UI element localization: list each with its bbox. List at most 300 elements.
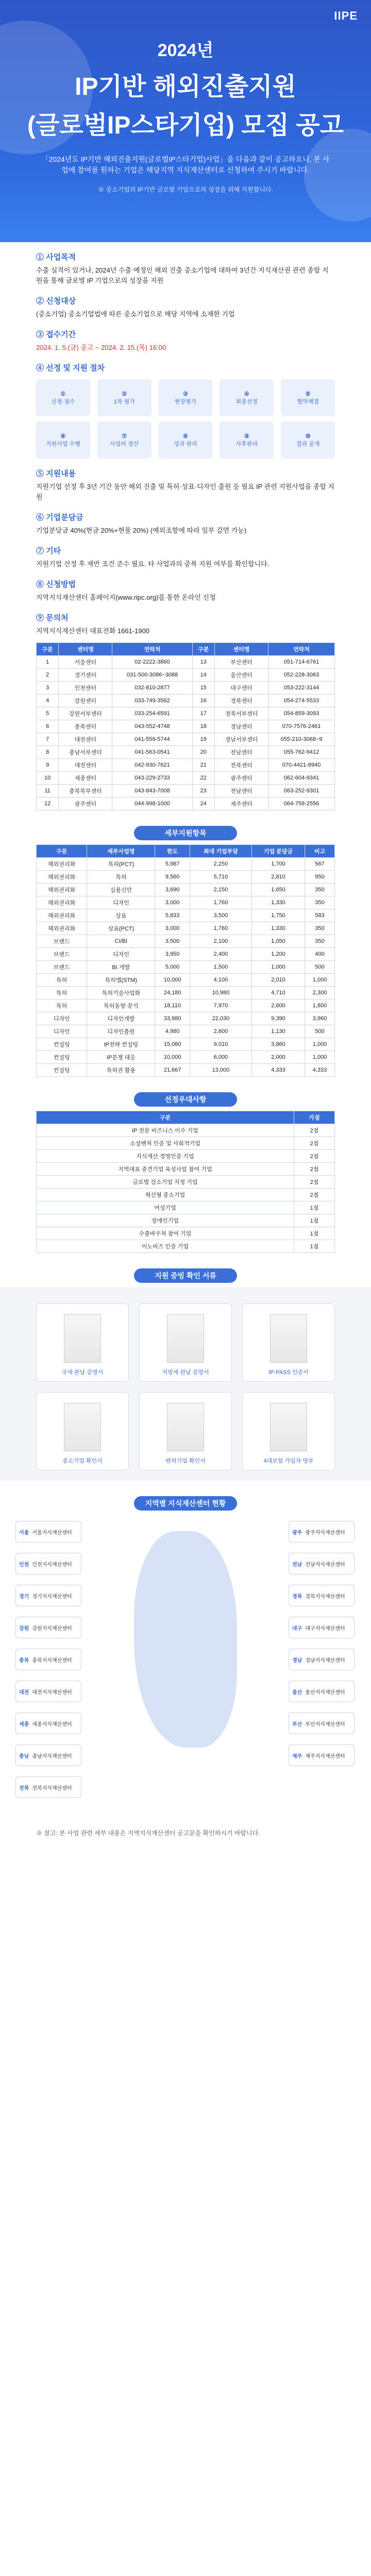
support-table bbox=[36, 844, 335, 1077]
table-cell: BI 개발 bbox=[87, 961, 155, 974]
section-title: ⑧ 신청방법 bbox=[36, 580, 76, 589]
table-cell: 소셜벤처 인증 및 사회적기업 bbox=[37, 1137, 294, 1150]
table-cell: 031-500-3086~3088 bbox=[112, 669, 192, 682]
table-cell: 33,980 bbox=[155, 1012, 190, 1025]
table-cell: 13,000 bbox=[190, 1064, 251, 1077]
table-cell: 4 bbox=[37, 694, 59, 707]
table-cell: 2점 bbox=[294, 1150, 334, 1163]
table-row bbox=[37, 1025, 335, 1038]
document-icon bbox=[64, 1403, 101, 1451]
fee-table-wrap bbox=[0, 1111, 371, 1253]
region-map bbox=[0, 1516, 371, 1825]
table-cell: 2,250 bbox=[190, 858, 251, 871]
region-desc: 충북지식재산센터 bbox=[32, 1657, 72, 1664]
table-cell: 브랜드 bbox=[37, 961, 87, 974]
table-cell: 043-552-4748 bbox=[112, 720, 192, 733]
table-cell: 1,750 bbox=[251, 909, 305, 922]
section-text: 지원기업 선정 후 제반 조건 준수 필요. 타 사업과의 중복 지원 여부를 확인합니다. bbox=[36, 560, 269, 568]
table-cell: 15 bbox=[192, 682, 214, 694]
table-cell: 12 bbox=[37, 798, 59, 810]
table-row bbox=[37, 707, 335, 720]
region-card bbox=[15, 1744, 81, 1766]
table-cell: 053-222-3144 bbox=[268, 682, 335, 694]
table-row bbox=[37, 772, 335, 785]
table-cell: 2,100 bbox=[190, 935, 251, 948]
brand-logo: IIPE bbox=[334, 9, 358, 22]
table-cell: 22 bbox=[192, 772, 214, 785]
docs-grid bbox=[36, 1303, 335, 1470]
table-row bbox=[37, 733, 335, 746]
table-cell: 인천센터 bbox=[59, 682, 112, 694]
document-icon bbox=[64, 1314, 101, 1363]
table-cell: 특허동향·분석 bbox=[87, 999, 155, 1012]
region-name: 대구 bbox=[292, 1625, 302, 1632]
table-cell: 1,000 bbox=[305, 1051, 335, 1064]
table-row bbox=[37, 1137, 335, 1150]
table-cell: 1점 bbox=[294, 1201, 334, 1214]
table-row bbox=[37, 858, 335, 871]
section-title: ③ 접수기간 bbox=[36, 330, 76, 339]
table-row bbox=[37, 1051, 335, 1064]
table-cell: 광주센터 bbox=[214, 772, 268, 785]
table-cell: 4,100 bbox=[190, 974, 251, 987]
process-step: ⑧ 성과 관리 bbox=[159, 421, 213, 459]
table-cell: 브랜드 bbox=[37, 935, 87, 948]
table-cell: 15,080 bbox=[155, 1038, 190, 1051]
table-cell: 044-998-1000 bbox=[112, 798, 192, 810]
table-cell: 해외권리화 bbox=[37, 858, 87, 871]
table-cell: 22,030 bbox=[190, 1012, 251, 1025]
table-cell: 서울센터 bbox=[59, 656, 112, 669]
table-cell: 1,000 bbox=[305, 1038, 335, 1051]
table-cell: 2점 bbox=[294, 1163, 334, 1176]
table-cell: 5 bbox=[37, 707, 59, 720]
document-icon bbox=[167, 1403, 204, 1451]
docs-section-title: 지원 증빙 확인 서류 bbox=[134, 1268, 237, 1283]
table-cell: 17 bbox=[192, 707, 214, 720]
table-cell: 디자인 bbox=[37, 1025, 87, 1038]
section-cost bbox=[0, 502, 371, 536]
region-card bbox=[289, 1617, 355, 1638]
process-step: ④ 최종선정 bbox=[220, 379, 274, 416]
hero-intro: 「2024년도 IP기반 해외진출지원(글로벌IP스타기업)사업」을 다음과 같이 공고하오니, 본 사업에 참여를 원하는 기업은 해당지역 지식재산센터로 신청하여 주시기 바랍니다. bbox=[41, 155, 330, 174]
table-cell: 글로벌 강소기업 지정 기업 bbox=[37, 1176, 294, 1189]
table-cell: 02-2222-3860 bbox=[112, 656, 192, 669]
doc-label: 벤처기업 확인서 bbox=[165, 1458, 206, 1464]
table-cell: 21,667 bbox=[155, 1064, 190, 1077]
table-cell: 5,833 bbox=[155, 909, 190, 922]
table-cell: IP 전문 비즈니스 이수 기업 bbox=[37, 1124, 294, 1137]
section-text: 지역지식재산센터 대표전화 1661-1900 bbox=[36, 627, 150, 635]
table-row bbox=[37, 669, 335, 682]
table-cell: 3,960 bbox=[305, 1012, 335, 1025]
region-name: 충남 bbox=[19, 1753, 29, 1759]
table-cell: 디자인 bbox=[87, 948, 155, 961]
table-cell: 광주센터 bbox=[59, 798, 112, 810]
table-cell: 1,200 bbox=[251, 948, 305, 961]
region-name: 경북 bbox=[292, 1594, 302, 1600]
table-cell: 500 bbox=[305, 961, 335, 974]
table-cell: 전남센터 bbox=[214, 785, 268, 798]
section-title: ⑦ 기타 bbox=[36, 547, 61, 555]
table-cell: 500 bbox=[305, 1025, 335, 1038]
table-cell: 7 bbox=[37, 733, 59, 746]
region-name: 세종 bbox=[19, 1721, 29, 1727]
table-cell: 070-7576-2461 bbox=[268, 720, 335, 733]
table-cell: 3,690 bbox=[155, 884, 190, 896]
table-cell: 10,000 bbox=[155, 974, 190, 987]
table-cell: 2,810 bbox=[251, 871, 305, 884]
table-row bbox=[37, 1012, 335, 1025]
hero-title-line1: IP기반 해외진출지원 bbox=[75, 73, 296, 100]
table-cell: 2,600 bbox=[190, 1025, 251, 1038]
table-cell: 2,150 bbox=[190, 884, 251, 896]
table-cell: 10,980 bbox=[190, 987, 251, 999]
table-cell: 디자인출원 bbox=[87, 1025, 155, 1038]
region-desc: 강원지식재산센터 bbox=[32, 1625, 72, 1632]
table-cell: 1 bbox=[37, 656, 59, 669]
region-desc: 경북지식재산센터 bbox=[305, 1594, 345, 1600]
table-row bbox=[37, 909, 335, 922]
table-row bbox=[37, 1227, 335, 1240]
section-title: ① 사업목적 bbox=[36, 253, 76, 262]
region-card bbox=[289, 1521, 355, 1543]
table-cell: 여성기업 bbox=[37, 1201, 294, 1214]
table-cell: 컨설팅 bbox=[37, 1064, 87, 1077]
table-cell: 대구센터 bbox=[214, 682, 268, 694]
region-name: 대전 bbox=[19, 1689, 29, 1696]
table-cell: 18 bbox=[192, 720, 214, 733]
table-cell: 1,760 bbox=[190, 922, 251, 935]
table-cell: 제주센터 bbox=[214, 798, 268, 810]
table-cell: 경남센터 bbox=[214, 720, 268, 733]
table-cell: 1,650 bbox=[251, 884, 305, 896]
table-cell: 3,000 bbox=[155, 896, 190, 909]
table-cell: 부산센터 bbox=[214, 656, 268, 669]
table-cell: 583 bbox=[305, 909, 335, 922]
region-name: 울산 bbox=[292, 1689, 302, 1696]
process-step: ① 신청·접수 bbox=[36, 379, 90, 416]
table-cell: 2,010 bbox=[251, 974, 305, 987]
table-row bbox=[37, 896, 335, 909]
table-cell: 6 bbox=[37, 720, 59, 733]
doc-label: IP-PASS 인증서 bbox=[268, 1369, 309, 1376]
table-cell: 특허기술사업화 bbox=[87, 987, 155, 999]
table-cell: 컨설팅 bbox=[37, 1051, 87, 1064]
korea-map-shape bbox=[134, 1531, 237, 1748]
table-cell: 특허 bbox=[87, 871, 155, 884]
region-card bbox=[15, 1713, 81, 1734]
region-name: 경남 bbox=[292, 1657, 302, 1664]
table-cell: 21 bbox=[192, 759, 214, 772]
table-cell: 전북센터 bbox=[214, 759, 268, 772]
doc-card bbox=[139, 1392, 232, 1470]
region-desc: 대전지식재산센터 bbox=[32, 1689, 72, 1696]
table-cell: 1,130 bbox=[251, 1025, 305, 1038]
region-card bbox=[289, 1744, 355, 1766]
contacts-table-wrap bbox=[0, 642, 371, 810]
process-step: ⑨ 사후관리 bbox=[220, 421, 274, 459]
table-cell: 장애인기업 bbox=[37, 1214, 294, 1227]
region-card bbox=[15, 1681, 81, 1702]
table-cell: 350 bbox=[305, 935, 335, 948]
table-cell: 경북센터 bbox=[214, 694, 268, 707]
region-desc: 경남지식재산센터 bbox=[305, 1657, 345, 1664]
region-desc: 부산지식재산센터 bbox=[305, 1721, 345, 1727]
table-cell: 2,400 bbox=[190, 948, 251, 961]
region-card bbox=[289, 1713, 355, 1734]
table-cell: 디자인개발 bbox=[87, 1012, 155, 1025]
section-period bbox=[0, 319, 371, 353]
table-cell: 경남서부센터 bbox=[214, 733, 268, 746]
region-name: 부산 bbox=[292, 1721, 302, 1727]
table-header: 센터명 bbox=[59, 643, 112, 656]
region-desc: 인천지식재산센터 bbox=[32, 1562, 72, 1568]
section-text: 2024. 1. 5.(금) 중고 ~ 2024. 2. 15.(목) 16:00 bbox=[36, 344, 166, 351]
table-cell: 19 bbox=[192, 733, 214, 746]
table-cell: 2점 bbox=[294, 1189, 334, 1201]
region-desc: 제주지식재산센터 bbox=[305, 1753, 345, 1759]
table-cell: 상표 bbox=[87, 909, 155, 922]
region-desc: 울산지식재산센터 bbox=[305, 1689, 345, 1696]
table-row bbox=[37, 1189, 335, 1201]
table-cell: 특허 bbox=[37, 974, 87, 987]
table-cell: 1점 bbox=[294, 1240, 334, 1253]
table-cell: 충남서부센터 bbox=[59, 746, 112, 759]
region-name: 제주 bbox=[292, 1753, 302, 1759]
region-card bbox=[15, 1553, 81, 1574]
region-name: 경기 bbox=[19, 1594, 29, 1600]
table-cell: 062-604-9341 bbox=[268, 772, 335, 785]
section-text: (중소기업) 중소기업법에 따른 중소기업으로 해당 지역에 소재한 기업 bbox=[36, 310, 235, 318]
section-process bbox=[0, 353, 371, 459]
table-cell: 대전센터 bbox=[59, 759, 112, 772]
table-header: 가점 bbox=[294, 1111, 334, 1124]
table-cell: 033-749-3562 bbox=[112, 694, 192, 707]
table-cell: 5,987 bbox=[155, 858, 190, 871]
table-cell: 23 bbox=[192, 785, 214, 798]
table-cell: 지식재산 경영인증 기업 bbox=[37, 1150, 294, 1163]
region-card bbox=[289, 1585, 355, 1606]
table-cell: 수출바우처 참여 기업 bbox=[37, 1227, 294, 1240]
table-cell: 1,800 bbox=[305, 999, 335, 1012]
region-card bbox=[289, 1681, 355, 1702]
table-cell: 032-810-2877 bbox=[112, 682, 192, 694]
table-cell: 10 bbox=[37, 772, 59, 785]
table-cell: 특허맵(STM) bbox=[87, 974, 155, 987]
table-cell: IP전략 컨설팅 bbox=[87, 1038, 155, 1051]
table-cell: 16 bbox=[192, 694, 214, 707]
table-cell: 3,950 bbox=[155, 948, 190, 961]
table-row bbox=[37, 1214, 335, 1227]
table-row bbox=[37, 1240, 335, 1253]
table-header: 구분 bbox=[37, 845, 87, 858]
section-title: ⑨ 문의처 bbox=[36, 614, 69, 622]
table-row bbox=[37, 746, 335, 759]
table-cell: 특허 bbox=[37, 987, 87, 999]
table-cell: 경북서부센터 bbox=[214, 707, 268, 720]
table-cell: 이노비즈 인증 기업 bbox=[37, 1240, 294, 1253]
table-cell: 1,000 bbox=[305, 974, 335, 987]
table-row bbox=[37, 720, 335, 733]
doc-card bbox=[36, 1303, 129, 1382]
table-row bbox=[37, 1150, 335, 1163]
hero-banner bbox=[0, 0, 371, 242]
region-card bbox=[15, 1585, 81, 1606]
section-support bbox=[0, 459, 371, 502]
table-cell: 3,860 bbox=[251, 1038, 305, 1051]
table-row bbox=[37, 871, 335, 884]
region-name: 광주 bbox=[292, 1530, 302, 1536]
region-card bbox=[289, 1649, 355, 1670]
region-card bbox=[15, 1521, 81, 1543]
table-cell: 4,710 bbox=[251, 987, 305, 999]
table-cell: 9,010 bbox=[190, 1038, 251, 1051]
table-cell: 강원서부센터 bbox=[59, 707, 112, 720]
table-cell: 070-4421-8940 bbox=[268, 759, 335, 772]
table-cell: 1,330 bbox=[251, 922, 305, 935]
table-cell: 컨설팅 bbox=[37, 1038, 87, 1051]
table-cell: 2,000 bbox=[251, 1051, 305, 1064]
table-cell: 경기센터 bbox=[59, 669, 112, 682]
support-table-wrap bbox=[0, 844, 371, 1077]
table-cell: 7,970 bbox=[190, 999, 251, 1012]
section-purpose bbox=[0, 242, 371, 286]
section-text: 기업분담금 40%(현금 20%+현물 20%) (예외조항에 따라 일부 감면 가능) bbox=[36, 527, 247, 534]
table-cell: 033-254-6591 bbox=[112, 707, 192, 720]
table-cell: 567 bbox=[305, 858, 335, 871]
table-cell: 강원센터 bbox=[59, 694, 112, 707]
region-desc: 서울지식재산센터 bbox=[32, 1530, 72, 1536]
table-cell: 063-252-9301 bbox=[268, 785, 335, 798]
document-icon bbox=[270, 1403, 307, 1451]
table-row bbox=[37, 1176, 335, 1189]
table-cell: 9,390 bbox=[251, 1012, 305, 1025]
process-step: ③ 현장평가 bbox=[159, 379, 213, 416]
table-cell: 11 bbox=[37, 785, 59, 798]
table-header: 구분 bbox=[192, 643, 214, 656]
process-step: ⑤ 협약체결 bbox=[281, 379, 335, 416]
process-steps bbox=[36, 379, 335, 459]
table-header: 기업 분담금 bbox=[251, 845, 305, 858]
section-text: 지원기업 선정 후 3년 기간 동안 해외 진출 및 특허·상표·디자인 출원 등 필요 IP 관련 지원사업을 종합 지원 bbox=[36, 483, 335, 501]
table-cell: 2,600 bbox=[251, 999, 305, 1012]
region-name: 인천 bbox=[19, 1562, 29, 1568]
fee-section-title: 선정우대사항 bbox=[134, 1092, 237, 1107]
process-step: ⑦ 사업비 정산 bbox=[97, 421, 151, 459]
table-cell: 특허(PCT) bbox=[87, 858, 155, 871]
region-desc: 경기지식재산센터 bbox=[32, 1594, 72, 1600]
table-cell: 054-274-5533 bbox=[268, 694, 335, 707]
region-name: 강원 bbox=[19, 1625, 29, 1632]
table-cell: 실용신안 bbox=[87, 884, 155, 896]
doc-card bbox=[242, 1392, 335, 1470]
doc-card bbox=[242, 1303, 335, 1382]
process-step: ⑩ 결과 공개 bbox=[281, 421, 335, 459]
doc-label: 국세 완납 증명서 bbox=[61, 1369, 104, 1376]
region-desc: 전남지식재산센터 bbox=[305, 1562, 345, 1568]
table-cell: 051-714-6761 bbox=[268, 656, 335, 669]
table-cell: 9,560 bbox=[155, 871, 190, 884]
table-cell: 5,710 bbox=[190, 871, 251, 884]
process-step: ⑥ 지원사업 수행 bbox=[36, 421, 90, 459]
table-cell: 8 bbox=[37, 746, 59, 759]
table-cell: 350 bbox=[305, 896, 335, 909]
region-desc: 광주지식재산센터 bbox=[305, 1530, 345, 1536]
table-header: 구분 bbox=[37, 643, 59, 656]
region-card bbox=[15, 1649, 81, 1670]
table-cell: 1,330 bbox=[251, 896, 305, 909]
table-cell: 20 bbox=[192, 746, 214, 759]
table-row bbox=[37, 694, 335, 707]
table-cell: 400 bbox=[305, 948, 335, 961]
table-cell: 043-229-2733 bbox=[112, 772, 192, 785]
table-cell: 950 bbox=[305, 871, 335, 884]
table-row bbox=[37, 785, 335, 798]
region-desc: 전북지식재산센터 bbox=[32, 1785, 72, 1791]
map-section-title: 지역별 지식재산센터 현황 bbox=[134, 1496, 237, 1511]
table-cell: 해외권리화 bbox=[37, 896, 87, 909]
region-desc: 대구지식재산센터 bbox=[305, 1625, 345, 1632]
region-card bbox=[15, 1617, 81, 1638]
table-cell: 9 bbox=[37, 759, 59, 772]
table-cell: 브랜드 bbox=[37, 948, 87, 961]
table-row bbox=[37, 961, 335, 974]
table-row bbox=[37, 922, 335, 935]
region-name: 전북 bbox=[19, 1785, 29, 1791]
region-card bbox=[289, 1553, 355, 1574]
table-row bbox=[37, 656, 335, 669]
table-cell: 14 bbox=[192, 669, 214, 682]
table-cell: 세종센터 bbox=[59, 772, 112, 785]
table-cell: 해외권리화 bbox=[37, 909, 87, 922]
table-cell: 2 bbox=[37, 669, 59, 682]
table-cell: 6,000 bbox=[190, 1051, 251, 1064]
section-text: 수출 실적이 있거나, 2024년 수출 예정인 해외 진출 중소기업에 대하여 3년간 지식재산권 관련 종합 지원을 통해 글로벌 IP 기업으로의 성장을 지원 bbox=[36, 266, 329, 284]
table-cell: 041-563-0541 bbox=[112, 746, 192, 759]
footer-note bbox=[0, 1828, 371, 1838]
table-row bbox=[37, 1201, 335, 1214]
doc-card bbox=[36, 1392, 129, 1470]
table-row bbox=[37, 948, 335, 961]
table-cell: 해외권리화 bbox=[37, 871, 87, 884]
section-target bbox=[0, 286, 371, 319]
table-cell: 4,333 bbox=[305, 1064, 335, 1077]
fee-table bbox=[36, 1111, 335, 1253]
table-cell: 350 bbox=[305, 922, 335, 935]
table-row bbox=[37, 987, 335, 999]
table-cell: 4,980 bbox=[155, 1025, 190, 1038]
table-cell: 043-843-7008 bbox=[112, 785, 192, 798]
hero-title-line2: (글로벌IP스타기업) 모집 공고 bbox=[27, 112, 344, 139]
table-cell: 상표(PCT) bbox=[87, 922, 155, 935]
table-header: 연락처 bbox=[112, 643, 192, 656]
table-row bbox=[37, 884, 335, 896]
table-row bbox=[37, 935, 335, 948]
doc-label: 지방세 완납 증명서 bbox=[162, 1369, 209, 1376]
table-cell: 052-228-3063 bbox=[268, 669, 335, 682]
table-cell: 055-762-9412 bbox=[268, 746, 335, 759]
table-header: 연락처 bbox=[268, 643, 335, 656]
table-header: 비고 bbox=[305, 845, 335, 858]
table-cell: 041-559-5744 bbox=[112, 733, 192, 746]
doc-label: 4대보험 가입자 명부 bbox=[263, 1458, 314, 1464]
section-title: ④ 선정 및 지원 절차 bbox=[36, 364, 105, 372]
table-cell: 특허권 활용 bbox=[87, 1064, 155, 1077]
process-step: ② 1차 평가 bbox=[97, 379, 151, 416]
table-cell: 지역대표 중견기업 육성사업 참여 기업 bbox=[37, 1163, 294, 1176]
table-cell: 해외권리화 bbox=[37, 884, 87, 896]
